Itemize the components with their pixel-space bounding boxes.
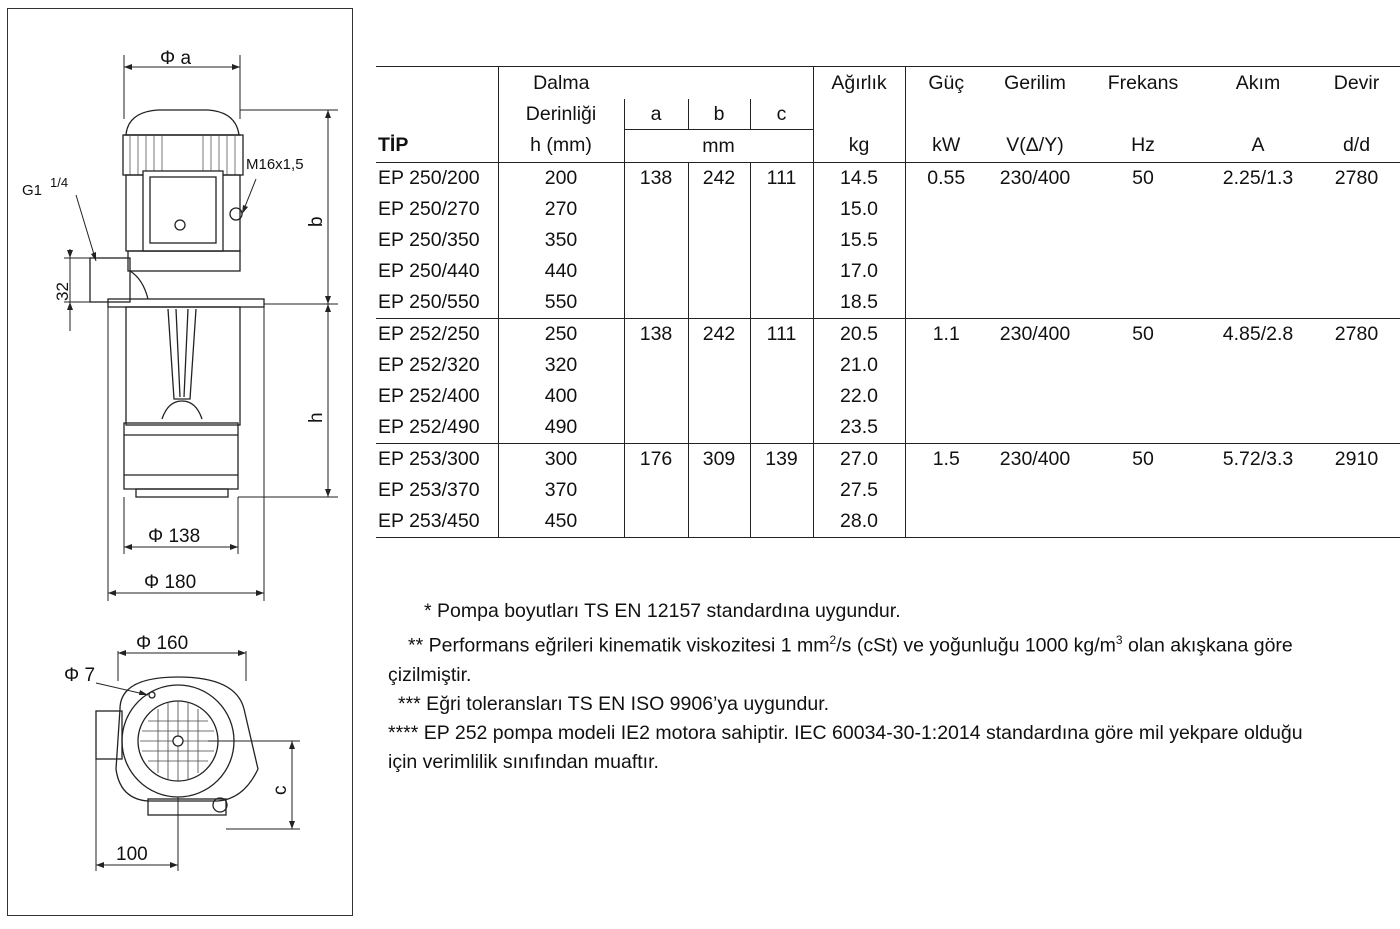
cell-akim bbox=[1203, 412, 1313, 444]
header-row-3 bbox=[376, 130, 1400, 163]
cell-tip: EP 250/350 bbox=[378, 229, 480, 251]
cell-kw bbox=[905, 350, 987, 381]
cell-v bbox=[987, 256, 1083, 287]
dim-100-label: 100 bbox=[116, 844, 148, 865]
cell-c: 139 bbox=[750, 444, 813, 476]
cell-b: 309 bbox=[688, 444, 750, 476]
dim-g1-label: G1 bbox=[22, 182, 43, 199]
cell-a: 138 bbox=[624, 163, 688, 195]
cell-a: 138 bbox=[624, 319, 688, 351]
cell-c: 111 bbox=[750, 319, 813, 351]
cell-kg: 15.5 bbox=[813, 225, 905, 256]
cell-kw: 1.5 bbox=[905, 444, 987, 476]
header-abc-unit: mm bbox=[624, 130, 813, 163]
cell-kw bbox=[905, 475, 987, 506]
dim-7-label: Φ 7 bbox=[64, 665, 96, 686]
cell-hz: 50 bbox=[1083, 163, 1203, 195]
header-devir: Devir bbox=[1313, 67, 1400, 100]
cell-c bbox=[750, 194, 813, 225]
cell-v bbox=[987, 194, 1083, 225]
cell-h: 270 bbox=[498, 194, 624, 225]
cell-devir bbox=[1313, 194, 1400, 225]
header-tip: TİP bbox=[378, 134, 409, 157]
cell-akim bbox=[1203, 194, 1313, 225]
header-akim-unit: A bbox=[1251, 134, 1265, 157]
mounting-plate bbox=[108, 299, 264, 307]
cell-tip: EP 250/200 bbox=[376, 163, 498, 195]
cell-akim bbox=[1203, 506, 1313, 538]
cell-v: 230/400 bbox=[987, 444, 1083, 476]
dim-b-label: b bbox=[306, 216, 327, 227]
cell-kg: 18.5 bbox=[813, 287, 905, 319]
cell-kw bbox=[905, 194, 987, 225]
cell-hz bbox=[1083, 194, 1203, 225]
cell-kg: 27.5 bbox=[813, 475, 905, 506]
cell-v bbox=[987, 412, 1083, 444]
note-2: ** Performans eğrileri kinematik viskozitesi 1 $mm^2/s$ (cSt) ve yoğunluğu 1000 $kg/m^3$ olan akışkana göre bbox=[408, 633, 1293, 657]
cell-a bbox=[624, 381, 688, 412]
cell-v bbox=[987, 350, 1083, 381]
cell-kg: 22.0 bbox=[813, 381, 905, 412]
cell-v: 230/400 bbox=[987, 319, 1083, 351]
cell-devir bbox=[1313, 412, 1400, 444]
cell-devir: 2780 bbox=[1313, 163, 1400, 195]
cell-akim bbox=[1203, 287, 1313, 319]
header-agirlik: Ağırlık bbox=[813, 67, 905, 100]
cell-a: 176 bbox=[624, 444, 688, 476]
pump-foot bbox=[136, 489, 228, 497]
cell-kw bbox=[905, 225, 987, 256]
specification-table bbox=[376, 66, 1400, 538]
cell-h: 250 bbox=[498, 319, 624, 351]
table-row bbox=[376, 350, 1400, 381]
cell-tip: EP 252/490 bbox=[378, 416, 480, 438]
cell-akim bbox=[1203, 225, 1313, 256]
cell-kw bbox=[905, 506, 987, 538]
cell-hz bbox=[1083, 506, 1203, 538]
header-guc: Güç bbox=[905, 67, 987, 100]
pipe-curve bbox=[130, 271, 148, 299]
cell-v bbox=[987, 225, 1083, 256]
dim-h-label: h bbox=[306, 412, 327, 423]
cell-tip: EP 250/550 bbox=[378, 291, 480, 313]
cell-b bbox=[688, 194, 750, 225]
cell-v: 230/400 bbox=[987, 163, 1083, 195]
table-row bbox=[376, 412, 1400, 444]
dim-180-label: Φ 180 bbox=[144, 572, 197, 593]
cell-c bbox=[750, 412, 813, 444]
cell-kw bbox=[905, 256, 987, 287]
cell-h: 490 bbox=[498, 412, 624, 444]
dim-a-label: Φ a bbox=[160, 48, 192, 69]
top-plate bbox=[116, 677, 258, 801]
note-2-cont: çizilmiştir. bbox=[388, 663, 472, 686]
cell-h: 440 bbox=[498, 256, 624, 287]
cell-kg: 17.0 bbox=[813, 256, 905, 287]
column-body bbox=[126, 307, 240, 425]
cell-hz bbox=[1083, 475, 1203, 506]
table-row bbox=[376, 506, 1400, 538]
footnotes bbox=[388, 597, 1398, 777]
cell-devir bbox=[1313, 381, 1400, 412]
header-gerilim-unit: V(Δ/Y) bbox=[1006, 134, 1064, 157]
cell-c bbox=[750, 225, 813, 256]
header-frekans: Frekans bbox=[1083, 67, 1203, 100]
cell-tip: EP 253/370 bbox=[378, 479, 480, 501]
cell-b bbox=[688, 350, 750, 381]
cell-tip: EP 252/320 bbox=[378, 354, 480, 376]
cell-c bbox=[750, 381, 813, 412]
table-row bbox=[376, 163, 1400, 195]
cell-devir bbox=[1313, 287, 1400, 319]
header-devir-unit: d/d bbox=[1342, 134, 1371, 157]
pump-housing bbox=[124, 423, 238, 489]
cell-hz bbox=[1083, 412, 1203, 444]
cell-kg: 23.5 bbox=[813, 412, 905, 444]
cell-hz bbox=[1083, 287, 1203, 319]
cell-c bbox=[750, 256, 813, 287]
cell-kg: 21.0 bbox=[813, 350, 905, 381]
dim-g1-frac-label: 1/4 bbox=[50, 175, 69, 190]
table-row bbox=[376, 194, 1400, 225]
cell-c bbox=[750, 506, 813, 538]
cell-h: 370 bbox=[498, 475, 624, 506]
cell-hz bbox=[1083, 350, 1203, 381]
cell-c bbox=[750, 475, 813, 506]
table-row bbox=[376, 256, 1400, 287]
header-c: c bbox=[750, 99, 813, 130]
dim-m16-label: M16x1,5 bbox=[246, 156, 304, 173]
cell-b bbox=[688, 381, 750, 412]
cell-hz bbox=[1083, 381, 1203, 412]
cell-akim bbox=[1203, 256, 1313, 287]
cell-tip: EP 253/450 bbox=[376, 506, 498, 538]
motor-fins bbox=[123, 135, 243, 175]
cell-h: 200 bbox=[498, 163, 624, 195]
shaft-center bbox=[173, 736, 183, 746]
cell-tip: EP 250/440 bbox=[378, 260, 480, 282]
cell-devir bbox=[1313, 256, 1400, 287]
cell-h: 320 bbox=[498, 350, 624, 381]
drawing-panel bbox=[7, 8, 353, 916]
cell-h: 350 bbox=[498, 225, 624, 256]
cell-h: 450 bbox=[498, 506, 624, 538]
cell-akim: 4.85/2.8 bbox=[1203, 319, 1313, 351]
cell-a bbox=[624, 412, 688, 444]
pump-technical-drawing bbox=[8, 9, 354, 917]
cell-kw bbox=[905, 287, 987, 319]
cell-hz bbox=[1083, 225, 1203, 256]
cell-hz: 50 bbox=[1083, 319, 1203, 351]
cell-b: 242 bbox=[688, 319, 750, 351]
cell-akim: 2.25/1.3 bbox=[1203, 163, 1313, 195]
header-b: b bbox=[688, 99, 750, 130]
header-dalma-2: Derinliği bbox=[498, 99, 624, 130]
table-row bbox=[376, 381, 1400, 412]
cell-b bbox=[688, 412, 750, 444]
cell-h: 300 bbox=[498, 444, 624, 476]
cell-b: 242 bbox=[688, 163, 750, 195]
gland-top bbox=[213, 798, 227, 812]
cell-kg: 27.0 bbox=[813, 444, 905, 476]
cell-akim bbox=[1203, 475, 1313, 506]
dim-138-label: Φ 138 bbox=[148, 526, 201, 547]
header-a: a bbox=[624, 99, 688, 130]
cell-c bbox=[750, 287, 813, 319]
table-body bbox=[376, 163, 1400, 538]
motor-flange bbox=[128, 251, 240, 271]
cell-b bbox=[688, 256, 750, 287]
dim-c-label: c bbox=[270, 785, 291, 795]
table-row bbox=[376, 319, 1400, 351]
cell-v bbox=[987, 475, 1083, 506]
mount-hole bbox=[149, 692, 155, 698]
dim-32-label: 32 bbox=[53, 282, 72, 301]
header-row-2 bbox=[376, 99, 1400, 130]
cell-hz bbox=[1083, 256, 1203, 287]
cell-c bbox=[750, 350, 813, 381]
cell-a bbox=[624, 287, 688, 319]
header-row-1 bbox=[376, 67, 1400, 100]
cell-akim: 5.72/3.3 bbox=[1203, 444, 1313, 476]
cell-devir: 2910 bbox=[1313, 444, 1400, 476]
pump-neck bbox=[162, 401, 202, 419]
cell-a bbox=[624, 194, 688, 225]
cell-tip: EP 252/400 bbox=[378, 385, 480, 407]
cell-a bbox=[624, 225, 688, 256]
header-guc-unit: kW bbox=[905, 130, 987, 163]
header-gerilim: Gerilim bbox=[987, 67, 1083, 100]
table-row bbox=[376, 475, 1400, 506]
cell-b bbox=[688, 287, 750, 319]
cell-hz: 50 bbox=[1083, 444, 1203, 476]
cell-akim bbox=[1203, 381, 1313, 412]
table-row bbox=[376, 225, 1400, 256]
note-4-cont: için verimlilik sınıfından muaftır. bbox=[388, 750, 659, 773]
header-akim: Akım bbox=[1203, 67, 1313, 100]
cell-b bbox=[688, 475, 750, 506]
cell-c: 111 bbox=[750, 163, 813, 195]
cell-kg: 15.0 bbox=[813, 194, 905, 225]
table-row bbox=[376, 287, 1400, 319]
cell-kw: 0.55 bbox=[905, 163, 987, 195]
cell-devir: 2780 bbox=[1313, 319, 1400, 351]
cell-akim bbox=[1203, 350, 1313, 381]
cell-kw bbox=[905, 412, 987, 444]
cell-kw: 1.1 bbox=[905, 319, 987, 351]
discharge-pipe bbox=[90, 258, 130, 302]
cell-a bbox=[624, 506, 688, 538]
cell-devir bbox=[1313, 225, 1400, 256]
cell-v bbox=[987, 287, 1083, 319]
motor-fin-lines bbox=[130, 135, 235, 175]
cell-a bbox=[624, 256, 688, 287]
cell-v bbox=[987, 381, 1083, 412]
terminal-box bbox=[143, 171, 223, 251]
header-dalma-unit: h (mm) bbox=[498, 130, 624, 163]
cell-h: 550 bbox=[498, 287, 624, 319]
header-dalma-1: Dalma bbox=[498, 67, 624, 100]
cell-a bbox=[624, 475, 688, 506]
cell-tip: EP 253/300 bbox=[376, 444, 498, 476]
cell-tip: EP 252/250 bbox=[376, 319, 498, 351]
cell-devir bbox=[1313, 506, 1400, 538]
cell-kg: 14.5 bbox=[813, 163, 905, 195]
header-frekans-unit: Hz bbox=[1131, 134, 1155, 157]
cell-b bbox=[688, 225, 750, 256]
note-3: *** Eğri toleransları TS EN ISO 9906’ya uygundur. bbox=[398, 692, 830, 715]
cell-v bbox=[987, 506, 1083, 538]
header-agirlik-unit: kg bbox=[813, 130, 905, 163]
shaft-column bbox=[168, 309, 196, 399]
table-row bbox=[376, 444, 1400, 476]
note-4: **** EP 252 pompa modeli IE2 motora sahiptir. IEC 60034-30-1:2014 standardına göre mil yekpare olduğu bbox=[388, 721, 1303, 744]
cell-devir bbox=[1313, 475, 1400, 506]
cell-tip: EP 250/270 bbox=[378, 198, 480, 220]
cell-kg: 28.0 bbox=[813, 506, 905, 538]
cell-kw bbox=[905, 381, 987, 412]
cell-b bbox=[688, 506, 750, 538]
cell-kg: 20.5 bbox=[813, 319, 905, 351]
cell-a bbox=[624, 350, 688, 381]
cell-h: 400 bbox=[498, 381, 624, 412]
note-1: * Pompa boyutları TS EN 12157 standardına uygundur. bbox=[424, 600, 901, 622]
motor-cover bbox=[126, 110, 239, 135]
cell-devir bbox=[1313, 350, 1400, 381]
dim-160-label: Φ 160 bbox=[136, 633, 189, 654]
